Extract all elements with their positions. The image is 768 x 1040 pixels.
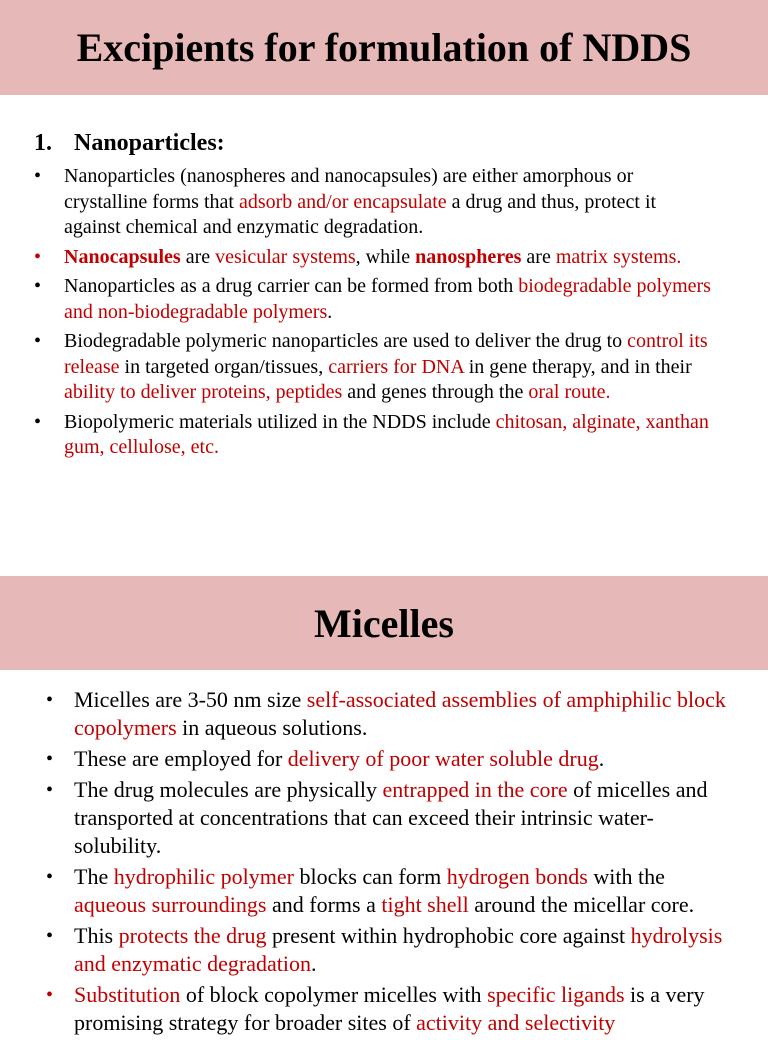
- bullet-dot-icon: •: [46, 925, 54, 947]
- highlighted-text: chitosan, alginate, xanthan gum, cellulose, etc.: [64, 410, 709, 458]
- heading-number: 1.: [34, 130, 52, 156]
- highlighted-text: delivery of poor water soluble drug: [287, 746, 599, 771]
- highlighted-text: oral route.: [528, 381, 611, 403]
- bullet-text: .: [311, 951, 317, 976]
- bullet-text: Nanoparticles (nanospheres and nanocapsules) are either amorphous or crystalline forms that: [64, 165, 634, 213]
- highlighted-text: nanospheres: [415, 245, 522, 268]
- highlighted-text: control its release: [64, 330, 708, 378]
- highlighted-text: .: [676, 245, 682, 268]
- highlighted-text: matrix systems: [555, 245, 677, 268]
- bullet-text: blocks can form: [293, 864, 447, 889]
- highlighted-text: self-associated assemblies of amphiphilic block copolymers: [74, 687, 726, 740]
- slide1-title-banner: [0, 0, 768, 95]
- nanoparticles-bullet-list: [34, 164, 714, 465]
- bullet-text: and forms a: [266, 892, 382, 917]
- bullet-dot-icon: •: [34, 275, 42, 297]
- bullet-text: of block copolymer micelles with: [180, 982, 488, 1007]
- highlighted-text: aqueous surroundings: [74, 892, 267, 917]
- highlighted-text: protects the drug: [118, 923, 267, 948]
- bullet-dot-icon: •: [46, 779, 54, 801]
- highlighted-text: carriers for DNA: [328, 355, 464, 378]
- bullet-text: , while: [355, 245, 416, 268]
- bullet-dot-icon: •: [46, 984, 54, 1006]
- highlighted-text: biodegradable polymers and non-biodegradable polymers: [64, 275, 711, 323]
- slide1-title: Excipients for formulation of NDDS: [76, 25, 692, 70]
- bullet-item: [46, 863, 726, 919]
- bullet-item: [46, 776, 726, 860]
- highlighted-text: adsorb and/or encapsulate: [238, 190, 447, 213]
- bullet-dot-icon: •: [34, 245, 42, 268]
- bullet-text: These are employed for: [74, 746, 288, 771]
- bullet-text: .: [327, 300, 333, 323]
- bullet-text: of micelles and transported at concentrations that can exceed their intrinsic water-solubility.: [74, 777, 708, 858]
- bullet-dot-icon: •: [34, 330, 42, 352]
- bullet-dot-icon: •: [46, 689, 54, 711]
- highlighted-text: hydrophilic polymer: [113, 864, 294, 889]
- bullet-item: [34, 329, 714, 406]
- highlighted-text: Substitution: [74, 982, 181, 1007]
- bullet-item: [34, 164, 714, 241]
- highlighted-text: entrapped in the core: [382, 777, 568, 802]
- bullet-item: [46, 686, 726, 742]
- highlighted-text: vesicular systems: [215, 245, 356, 268]
- bullet-text: This: [74, 923, 119, 948]
- bullet-text: and genes through the: [342, 381, 529, 403]
- highlighted-text: Nanocapsules: [64, 245, 181, 268]
- bullet-text: is a very promising strategy for broader sites of: [74, 982, 705, 1035]
- highlighted-text: ability to deliver proteins, peptides: [64, 381, 343, 403]
- bullet-text: are: [180, 245, 216, 268]
- bullet-dot-icon: •: [46, 748, 54, 770]
- heading-label: Nanoparticles:: [74, 130, 225, 156]
- highlighted-text: hydrogen bonds: [446, 864, 588, 889]
- bullet-item: [46, 981, 726, 1037]
- slide2-title-banner: [0, 576, 768, 670]
- bullet-item: [46, 922, 726, 978]
- bullet-text: .: [598, 746, 605, 771]
- bullet-text: Biodegradable polymeric nanoparticles are used to deliver the drug to: [64, 330, 628, 352]
- nanoparticles-heading: [34, 130, 225, 157]
- bullet-text: with the: [587, 864, 665, 889]
- bullet-item: [34, 245, 714, 271]
- bullet-text: Nanoparticles as a drug carrier can be formed from both: [64, 275, 519, 297]
- bullet-text: in aqueous solutions.: [176, 715, 368, 740]
- bullet-text: The: [74, 864, 114, 889]
- bullet-text: The drug molecules are physically: [74, 777, 383, 802]
- slide2-title: Micelles: [314, 600, 454, 646]
- bullet-dot-icon: •: [34, 410, 42, 433]
- bullet-text: Biopolymeric materials utilized in the NDDS include: [64, 410, 496, 433]
- bullet-text: present within hydrophobic core against: [266, 923, 631, 948]
- bullet-text: around the micellar core.: [468, 892, 695, 917]
- bullet-dot-icon: •: [46, 866, 54, 888]
- highlighted-text: hydrolysis and enzymatic degradation: [74, 923, 723, 976]
- bullet-item: [34, 410, 714, 461]
- bullet-text: in gene therapy, and in their: [463, 355, 692, 378]
- micelles-bullet-list: [46, 686, 726, 1040]
- bullet-text: are: [521, 245, 556, 268]
- bullet-item: [46, 745, 726, 773]
- bullet-text: a drug and thus, protect it against chemical and enzymatic degradation.: [64, 190, 657, 238]
- bullet-dot-icon: •: [34, 165, 42, 187]
- highlighted-text: activity and selectivity: [416, 1010, 616, 1035]
- bullet-item: [34, 274, 714, 325]
- highlighted-text: tight shell: [381, 892, 469, 917]
- highlighted-text: specific ligands: [487, 982, 625, 1007]
- bullet-text: Micelles are 3-50 nm size: [74, 687, 307, 712]
- bullet-text: in targeted organ/tissues,: [119, 355, 329, 378]
